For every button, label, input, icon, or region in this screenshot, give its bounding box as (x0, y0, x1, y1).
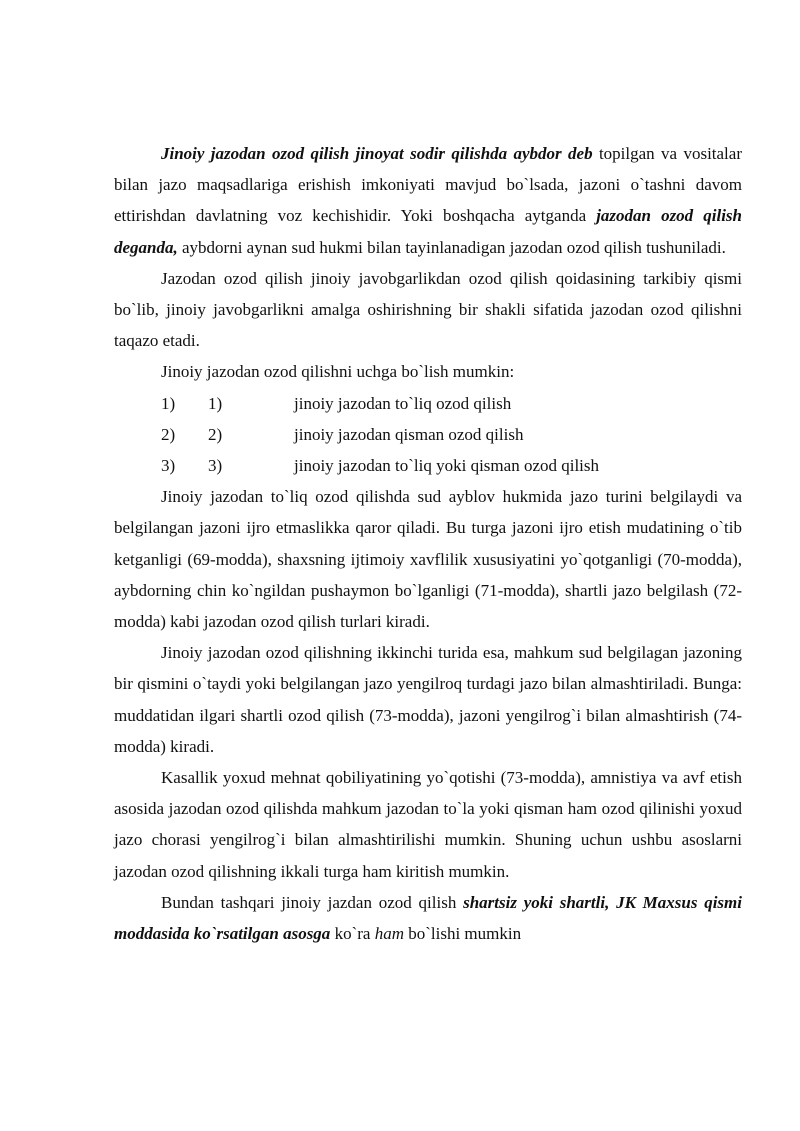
list-number: 1) (161, 393, 176, 413)
conditional-emphasis: shartsiz yoki shartli, JK Maxsus qismi moddasida ko`rsatilgan asosga (114, 892, 742, 944)
list-number-inner: 2) (208, 424, 223, 444)
list-number-inner: 1) (208, 393, 223, 413)
definition-term-2: jazodan ozod qilish deganda, (114, 206, 742, 257)
paragraph-definition (114, 138, 742, 263)
definition-text-a: topilgan va vositalar bilan jazo maqsadlariga erishish imkoniyati mavjud bo`lsada, jazoni o`tashni davom ettirishdan davlatning voz kechishidir. Yoki boshqacha aytganda (114, 144, 742, 226)
list-item (114, 450, 742, 481)
paragraph-list-intro: Jinoiy jazodan ozod qilishni uchga bo`lish mumkin: (161, 362, 515, 382)
list-number: 2) (161, 424, 176, 444)
definition-text-b: aybdorni aynan sud hukmi bilan tayinlanadigan jazodan ozod qilish tushuniladi. (177, 237, 726, 257)
paragraph-full-release: Jinoiy jazodan to`liq ozod qilishda sud ayblov hukmida jazo turini belgilaydi va belgilangan jazoni ijro etmaslikka qaror qiladi. Bu turga jazoni ijro etish mudatining o`tib ketganligi (69-modda), shaxsning ijtimoiy xavflilik xususiyatini yo`qotganligi (70-modda), aybdorning chin ko`ngildan pushaymon bo`lganligi (71-modda), shartli jazo belgilash (72-modda) kabi jazodan ozod qilish turlari kiradi. (114, 487, 742, 631)
paragraph-conditional (114, 887, 742, 949)
list-item-text: jinoiy jazodan to`liq yoki qisman ozod qilish (294, 456, 600, 475)
conditional-italic: ham (374, 924, 404, 944)
definition-term: Jinoiy jazodan ozod qilish jinoyat sodir qilishda aybdor deb (161, 144, 593, 163)
document-body (114, 138, 742, 949)
list-item (114, 419, 742, 450)
paragraph-illness-amnesty: Kasallik yoxud mehnat qobiliyatining yo`qotishi (73-modda), amnistiya va avf etish asosida jazodan ozod qilishda mahkum jazodan to`la yoki qisman ham ozod qilinishi yoxud jazo chorasi yengilrog`i bilan almashtirilishi mumkin. Shuning uchun ushbu asoslarni jazodan ozod qilishning ikkali turga ham kiritish mumkin. (114, 768, 742, 881)
list-item-text: jinoiy jazodan to`liq ozod qilish (294, 393, 512, 413)
list-item-text: jinoiy jazodan qisman ozod qilish (294, 424, 524, 444)
paragraph-relation: Jazodan ozod qilish jinoiy javobgarlikdan ozod qilish qoidasining tarkibiy qismi bo`lib, jinoiy javobgarlikni amalga oshirishning bir shakli sifatida jazodan ozod qilishni taqazo etadi. (114, 268, 742, 351)
conditional-text-a: Bundan tashqari jinoiy jazdan ozod qilish (161, 892, 464, 912)
list-item (114, 388, 742, 419)
list-number: 3) (161, 456, 176, 475)
conditional-text-b: ko`ra (330, 924, 375, 944)
paragraph-partial-release: Jinoiy jazodan ozod qilishning ikkinchi turida esa, mahkum sud belgilagan jazoning bir qismini o`taydi yoki belgilangan jazo yengilroq turdagi jazo bilan almashtiriladi. Bunga: muddatidan ilgari shartli ozod qilish (73-modda), jazoni yengilrog`i bilan almashtirish (74-modda) kiradi. (114, 643, 742, 756)
conditional-text-c: bo`lishi mumkin (403, 924, 522, 944)
list-number-inner: 3) (208, 456, 223, 475)
